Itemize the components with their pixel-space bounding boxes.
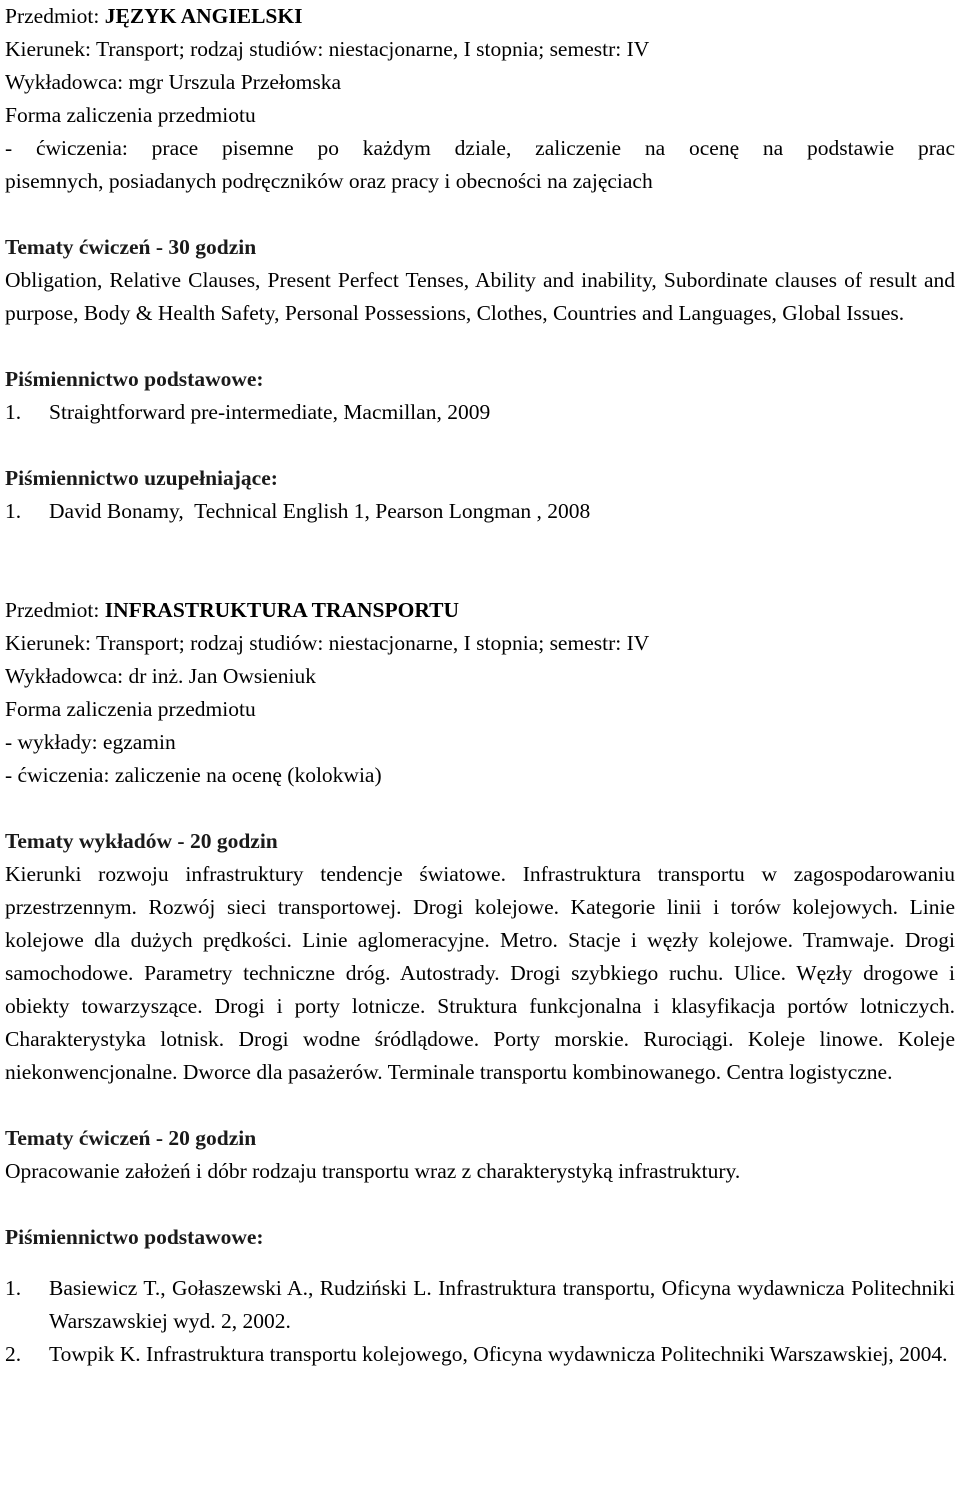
- lit-basic-heading: Piśmiennictwo podstawowe:: [5, 367, 264, 391]
- subject-title-name: JĘZYK ANGIELSKI: [104, 4, 303, 28]
- forma-line: - wykłady: egzamin: [5, 730, 176, 754]
- subject-title: [5, 0, 955, 33]
- tematy-cwiczen-text: Obligation, Relative Clauses, Present Perfect Tenses, Ability and inability, Subordinate clauses of result and purpose, Body & Health Safety, Personal Possessions, Clothes, Countries and Languages, Global Issues.: [5, 268, 955, 325]
- item-number: 2.: [5, 1342, 22, 1366]
- tematy-wykladow-heading: Tematy wykładów - 20 godzin: [5, 829, 278, 853]
- tematy-cwiczen-heading: Tematy ćwiczeń - 30 godzin: [5, 235, 257, 259]
- forma-heading: Forma zaliczenia przedmiotu: [5, 103, 256, 127]
- kierunek-line: Kierunek: Transport; rodzaj studiów: niestacjonarne, I stopnia; semestr: IV: [5, 37, 650, 61]
- lit-basic-item: [5, 1338, 955, 1371]
- item-text: Straightforward pre-intermediate, Macmillan, 2009: [49, 400, 491, 424]
- item-number: 1.: [5, 400, 22, 424]
- item-number: 1.: [5, 1276, 22, 1300]
- tematy-wykladow-text: Kierunki rozwoju infrastruktury tendencje światowe. Infrastruktura transportu w zagospodarowaniu przestrzennym. Rozwój sieci transportowej. Drogi kolejowe. Kategorie linii i torów kolejowych. Linie kolejowe dla dużych prędkości. Linie aglomeracyjne. Metro. Stacje i węzły kolejowe. Tramwaje. Drogi samochodowe. Parametry techniczne dróg. Autostrady. Drogi szybkiego ruchu. Ulice. Węzły drogowe i obiekty towarzyszące. Drogi i porty lotnicze. Struktura funkcjonalna i klasyfikacja portów lotniczych. Charakterystyka lotnisk. Drogi wodne śródlądowe. Porty morskie. Rurociągi. Koleje linowe. Koleje niekonwencjonalne. Dworce dla pasażerów. Terminale transportu kombinowanego. Centra logistyczne.: [5, 862, 955, 1084]
- tematy-cwiczen-text: Opracowanie założeń i dóbr rodzaju transportu wraz z charakterystyką infrastruktury.: [5, 1159, 741, 1183]
- lit-supp-heading: Piśmiennictwo uzupełniające:: [5, 466, 278, 490]
- lit-basic-item: [5, 396, 955, 429]
- lit-supp-item: [5, 495, 955, 528]
- item-text: David Bonamy, Technical English 1, Pearson Longman , 2008: [49, 499, 591, 523]
- forma-line: - ćwiczenia: zaliczenie na ocenę (kolokwia): [5, 763, 382, 787]
- item-number: 1.: [5, 499, 22, 523]
- forma-heading: Forma zaliczenia przedmiotu: [5, 697, 256, 721]
- lit-basic-heading: Piśmiennictwo podstawowe:: [5, 1225, 264, 1249]
- subject-title-name: INFRASTRUKTURA TRANSPORTU: [104, 598, 459, 622]
- kierunek-line: Kierunek: Transport; rodzaj studiów: niestacjonarne, I stopnia; semestr: IV: [5, 631, 650, 655]
- forma-line: pisemnych, posiadanych podręczników oraz pracy i obecności na zajęciach: [5, 169, 653, 193]
- lit-basic-item: [5, 1272, 955, 1338]
- subject-section-english: [5, 0, 955, 528]
- forma-line: - ćwiczenia: prace pisemne po każdym dziale, zaliczenie na ocenę na podstawie prac: [5, 136, 955, 160]
- item-text: Basiewicz T., Gołaszewski A., Rudziński L. Infrastruktura transportu, Oficyna wydawnicza Politechniki Warszawskiej wyd. 2, 2002.: [49, 1276, 955, 1333]
- item-text: Towpik K. Infrastruktura transportu kolejowego, Oficyna wydawnicza Politechniki Warszawskiej, 2004.: [49, 1342, 948, 1366]
- subject-title-prefix: Przedmiot:: [5, 4, 105, 28]
- tematy-cwiczen-heading: Tematy ćwiczeń - 20 godzin: [5, 1126, 257, 1150]
- subject-title: [5, 594, 955, 627]
- wykladowca-line: Wykładowca: dr inż. Jan Owsieniuk: [5, 664, 316, 688]
- subject-section-infrastruktura: [5, 594, 955, 1371]
- wykladowca-line: Wykładowca: mgr Urszula Przełomska: [5, 70, 342, 94]
- subject-title-prefix: Przedmiot:: [5, 598, 105, 622]
